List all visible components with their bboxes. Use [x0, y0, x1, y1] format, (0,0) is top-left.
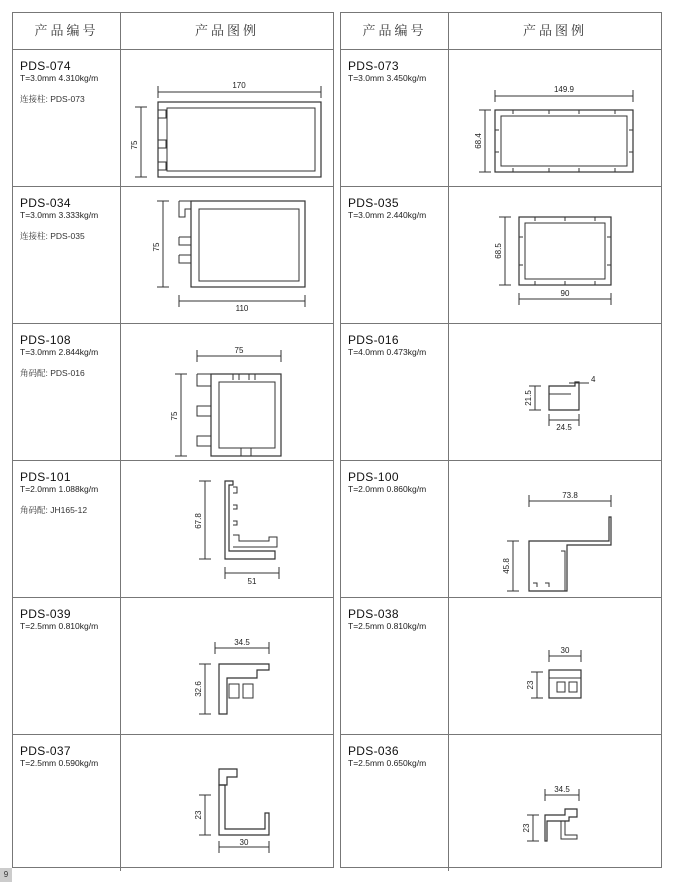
product-row	[341, 598, 661, 735]
product-info	[341, 735, 449, 871]
product-code: PDS-037	[20, 744, 71, 758]
product-row	[341, 324, 661, 461]
header-code: 产品编号	[13, 13, 121, 49]
product-spec: T=3.0mm 3.333kg/m	[20, 210, 99, 220]
product-spec: T=4.0mm 0.473kg/m	[348, 347, 427, 357]
dim-label: 23	[526, 680, 535, 690]
product-code: PDS-100	[348, 470, 399, 484]
product-row	[341, 50, 661, 187]
dim-label: 110	[235, 304, 249, 313]
product-info	[13, 50, 121, 186]
product-spec: T=2.5mm 0.810kg/m	[20, 621, 99, 631]
header-image: 产品图例	[522, 23, 587, 38]
product-row	[13, 50, 333, 187]
dim-label: 24.5	[556, 423, 572, 432]
dim-label: 75	[152, 242, 161, 252]
product-spec: T=2.5mm 0.650kg/m	[348, 758, 427, 768]
dim-label: 51	[247, 577, 257, 586]
dim-label: 45.8	[502, 558, 511, 574]
product-spec: T=2.0mm 0.860kg/m	[348, 484, 427, 494]
product-info	[13, 735, 121, 871]
profile-drawing	[121, 50, 333, 186]
product-note: 连接柱: PDS-035	[20, 231, 85, 241]
product-row	[13, 598, 333, 735]
product-spec: T=3.0mm 2.440kg/m	[348, 210, 427, 220]
dim-label: 30	[239, 838, 249, 847]
product-note: 连接柱: PDS-073	[20, 94, 85, 104]
dim-label: 67.8	[194, 513, 203, 529]
dim-label: 68.4	[474, 133, 483, 149]
header-code: 产品编号	[341, 13, 449, 49]
dim-label: 23	[522, 823, 531, 833]
profile-drawing	[449, 187, 661, 323]
dim-label: 4	[591, 375, 596, 384]
product-info	[13, 461, 121, 597]
product-note: 角码配: PDS-016	[20, 368, 85, 378]
product-info	[341, 324, 449, 460]
product-info	[13, 187, 121, 323]
product-code: PDS-073	[348, 59, 399, 73]
product-row	[13, 324, 333, 461]
product-spec: T=2.5mm 0.590kg/m	[20, 758, 99, 768]
profile-drawing	[449, 598, 661, 734]
profile-drawing	[121, 598, 333, 734]
header-image: 产品图例	[194, 23, 259, 38]
product-table-right	[340, 12, 662, 868]
product-code: PDS-039	[20, 607, 71, 621]
dim-label: 23	[194, 810, 203, 820]
product-info	[13, 324, 121, 460]
product-row	[13, 187, 333, 324]
dim-label: 149.9	[553, 85, 575, 94]
product-code: PDS-016	[348, 333, 399, 347]
profile-drawing	[121, 324, 333, 460]
profile-drawing	[121, 461, 333, 597]
dim-label: 75	[234, 346, 244, 355]
product-code: PDS-101	[20, 470, 71, 484]
dim-label: 30	[560, 646, 570, 655]
product-spec: T=2.5mm 0.810kg/m	[348, 621, 427, 631]
product-row	[13, 461, 333, 598]
product-info	[341, 187, 449, 323]
product-row	[13, 735, 333, 871]
dim-label: 75	[170, 411, 179, 421]
product-note: 角码配: JH165-12	[20, 505, 88, 515]
dim-label: 75	[130, 140, 139, 150]
product-code: PDS-036	[348, 744, 399, 758]
product-info	[341, 50, 449, 186]
product-info	[341, 461, 449, 597]
dim-label: 170	[232, 81, 246, 90]
dim-label: 21.5	[524, 390, 533, 406]
product-code: PDS-074	[20, 59, 71, 73]
product-code: PDS-035	[348, 196, 399, 210]
dim-label: 68.5	[494, 243, 503, 259]
product-info	[341, 598, 449, 734]
profile-drawing	[449, 324, 661, 460]
product-info	[13, 598, 121, 734]
dim-label: 32.6	[194, 681, 203, 697]
product-spec: T=3.0mm 4.310kg/m	[20, 73, 99, 83]
table-header	[13, 13, 333, 50]
product-row	[341, 735, 661, 871]
profile-drawing	[121, 735, 333, 871]
product-spec: T=2.0mm 1.088kg/m	[20, 484, 99, 494]
product-code: PDS-038	[348, 607, 399, 621]
product-row	[341, 187, 661, 324]
product-spec: T=3.0mm 2.844kg/m	[20, 347, 99, 357]
profile-drawing	[121, 187, 333, 323]
dim-label: 34.5	[554, 785, 570, 794]
product-code: PDS-034	[20, 196, 71, 210]
profile-drawing	[449, 461, 661, 597]
page-number: 9	[0, 868, 12, 882]
dim-label: 34.5	[234, 638, 250, 647]
product-table-left	[12, 12, 334, 868]
product-code: PDS-108	[20, 333, 71, 347]
product-spec: T=3.0mm 3.450kg/m	[348, 73, 427, 83]
dim-label: 90	[560, 289, 570, 298]
table-header	[341, 13, 661, 50]
profile-drawing	[449, 50, 661, 186]
product-row	[341, 461, 661, 598]
dim-label: 73.8	[562, 491, 578, 500]
profile-drawing	[449, 735, 661, 871]
